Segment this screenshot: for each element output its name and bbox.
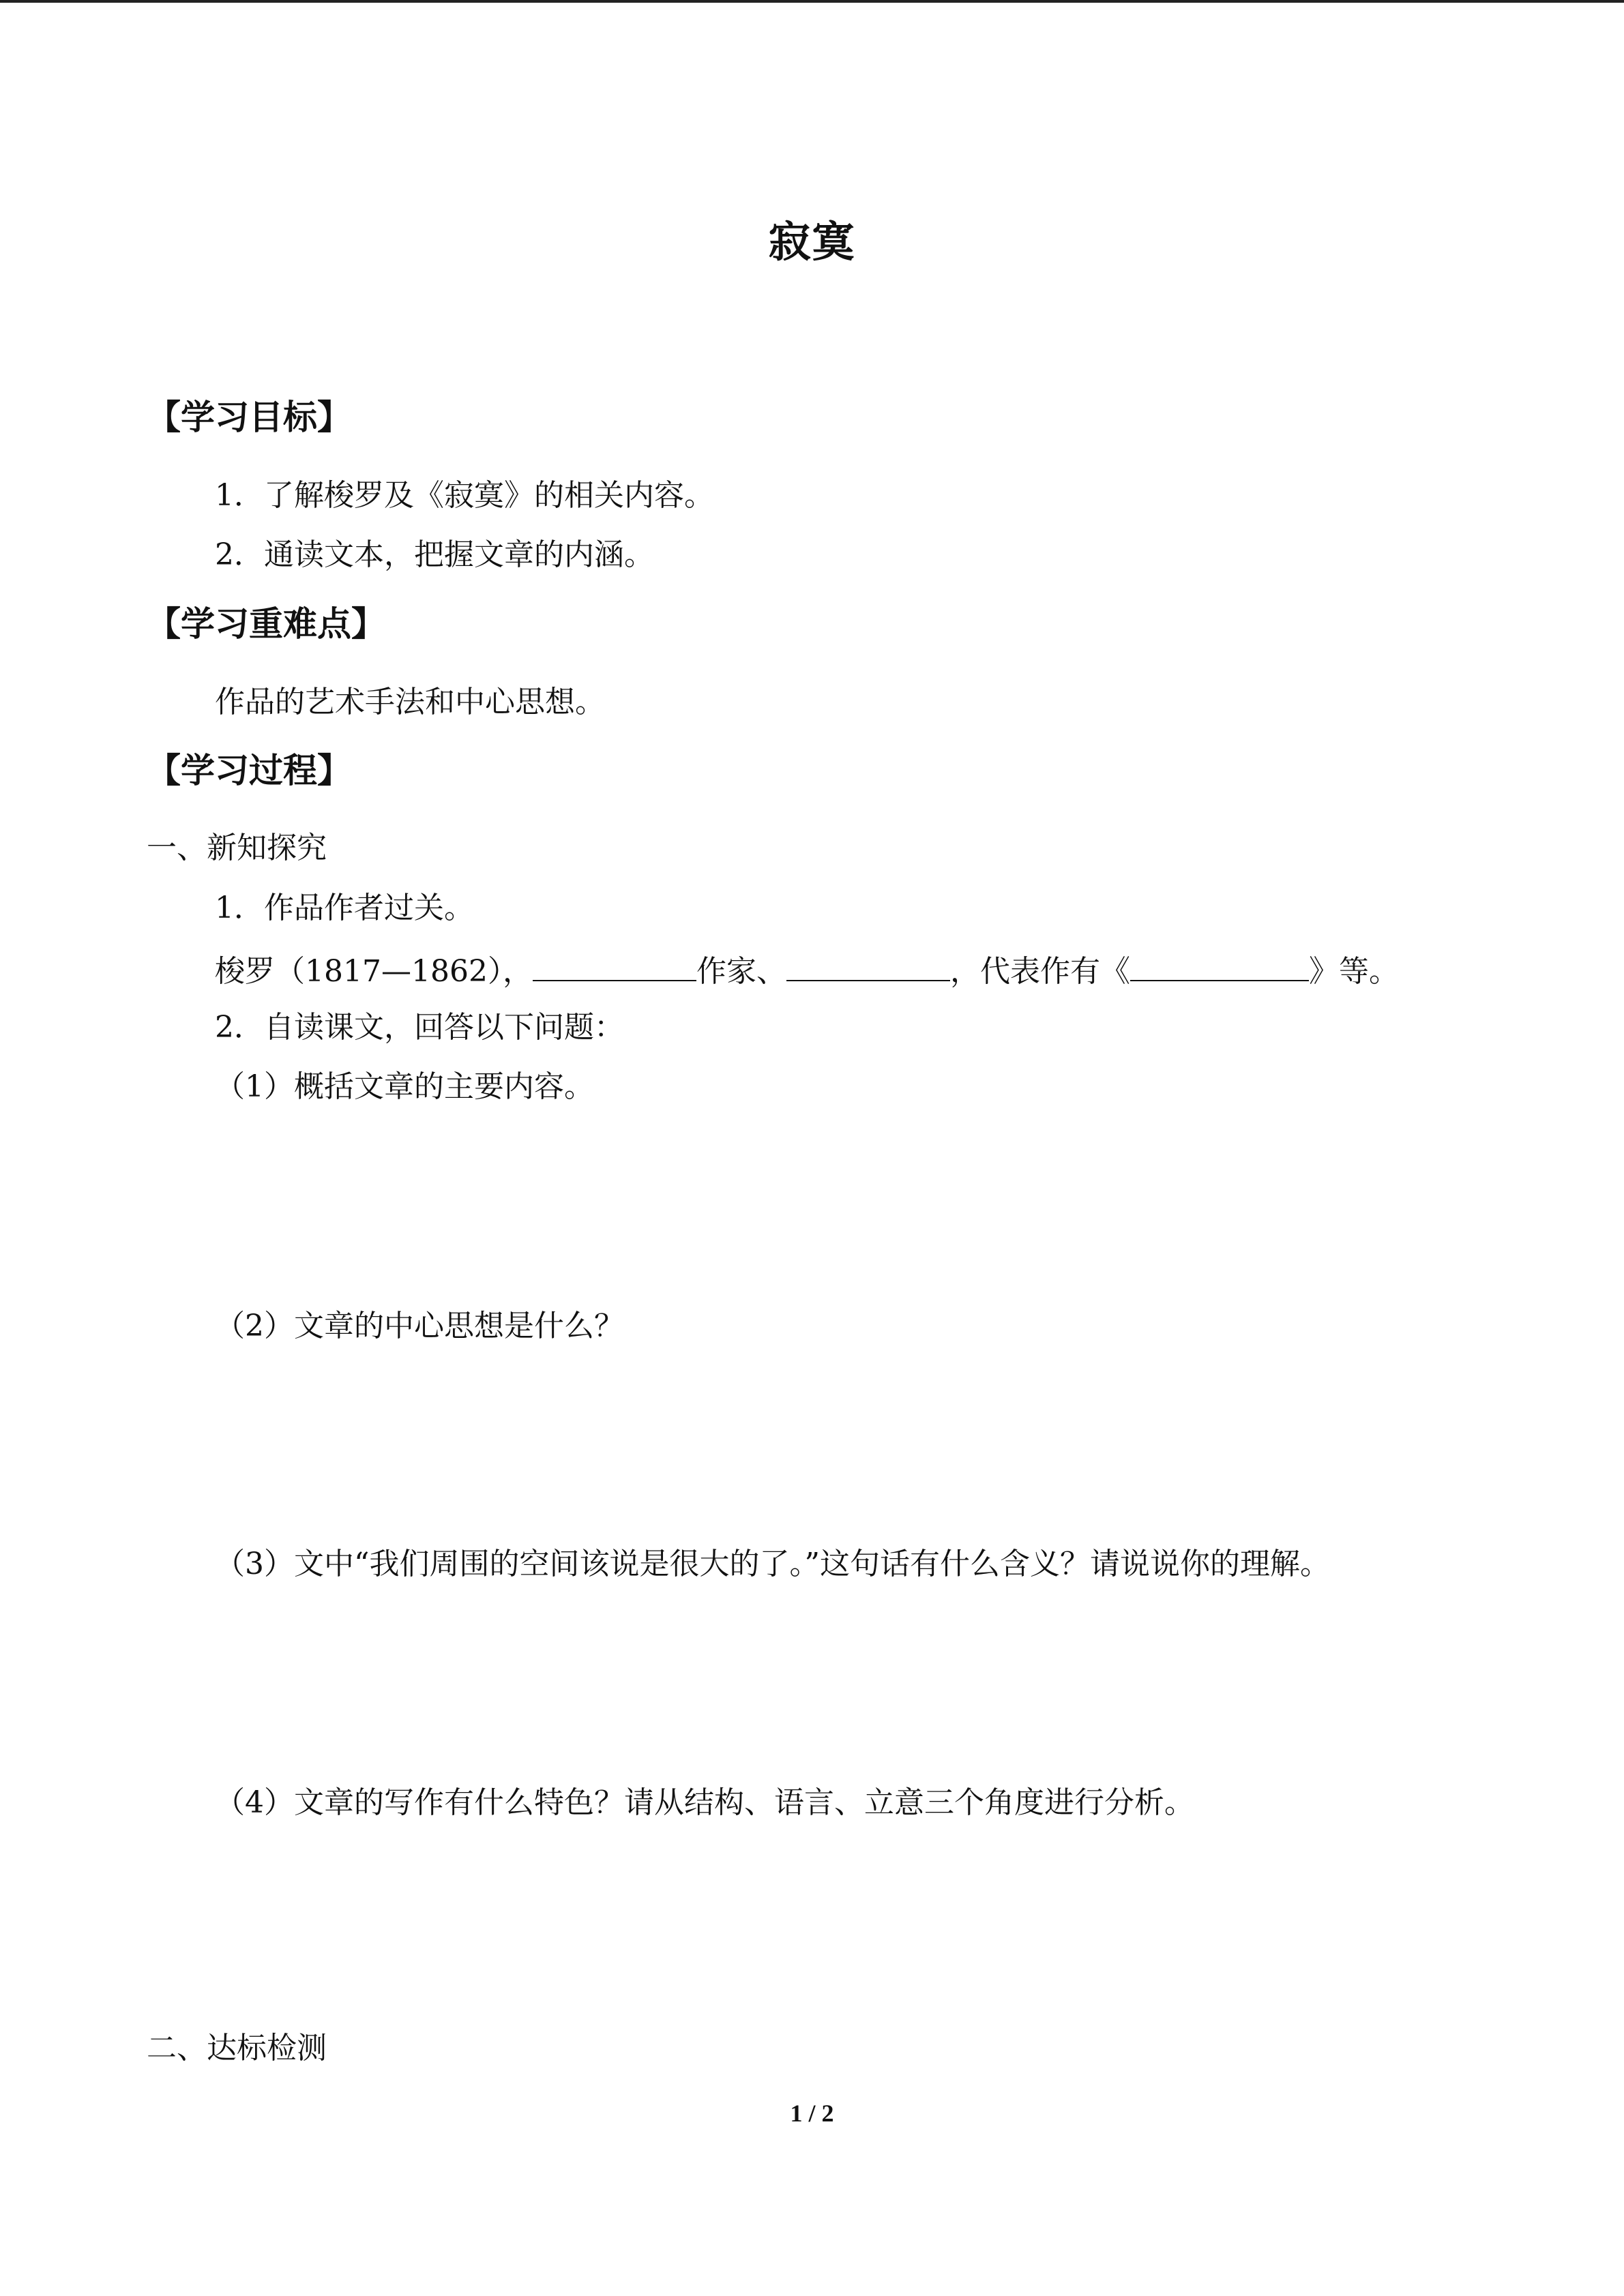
part1-label: 一、新知探究	[147, 831, 327, 865]
sub-question-3: （3）文中“我们周围的空间该说是很大的了。”这句话有什么含义？请说说你的理解。	[215, 1547, 1330, 1581]
sub-question-1: （1）概括文章的主要内容。	[215, 1069, 594, 1104]
sub-question-4: （4）文章的写作有什么特色？请从结构、语言、立意三个角度进行分析。	[215, 1785, 1194, 1820]
fill-end-text: 》等。	[1308, 954, 1399, 989]
objective-item-1: 1．了解梭罗及《寂寞》的相关内容。	[215, 478, 714, 513]
top-border-rule	[0, 0, 1624, 3]
page-title: 寂寞	[768, 217, 856, 267]
fill-mid-text-2: ，代表作有《	[949, 954, 1130, 989]
fill-blank-2[interactable]	[786, 953, 950, 981]
key-points-text: 作品的艺术手法和中心思想。	[215, 685, 605, 719]
fill-lead-text: 梭罗（1817—1862），	[215, 954, 533, 989]
fill-blank-3[interactable]	[1130, 953, 1309, 981]
question-2-title: 2．自读课文，回答以下问题：	[215, 1010, 624, 1045]
process-heading: 【学习过程】	[147, 751, 351, 790]
sub-question-2: （2）文章的中心思想是什么？	[215, 1309, 624, 1343]
fill-mid-text-1: 作家、	[696, 954, 786, 989]
author-fill-in-line	[215, 953, 1399, 987]
objectives-heading: 【学习目标】	[147, 398, 351, 437]
question-1-title: 1．作品作者过关。	[215, 891, 474, 925]
page-number: 1 / 2	[790, 2100, 834, 2127]
part2-label: 二、达标检测	[147, 2031, 327, 2066]
objective-item-2: 2．通读文本，把握文章的内涵。	[215, 537, 654, 572]
key-points-heading: 【学习重难点】	[147, 604, 385, 644]
fill-blank-1[interactable]	[533, 953, 696, 981]
